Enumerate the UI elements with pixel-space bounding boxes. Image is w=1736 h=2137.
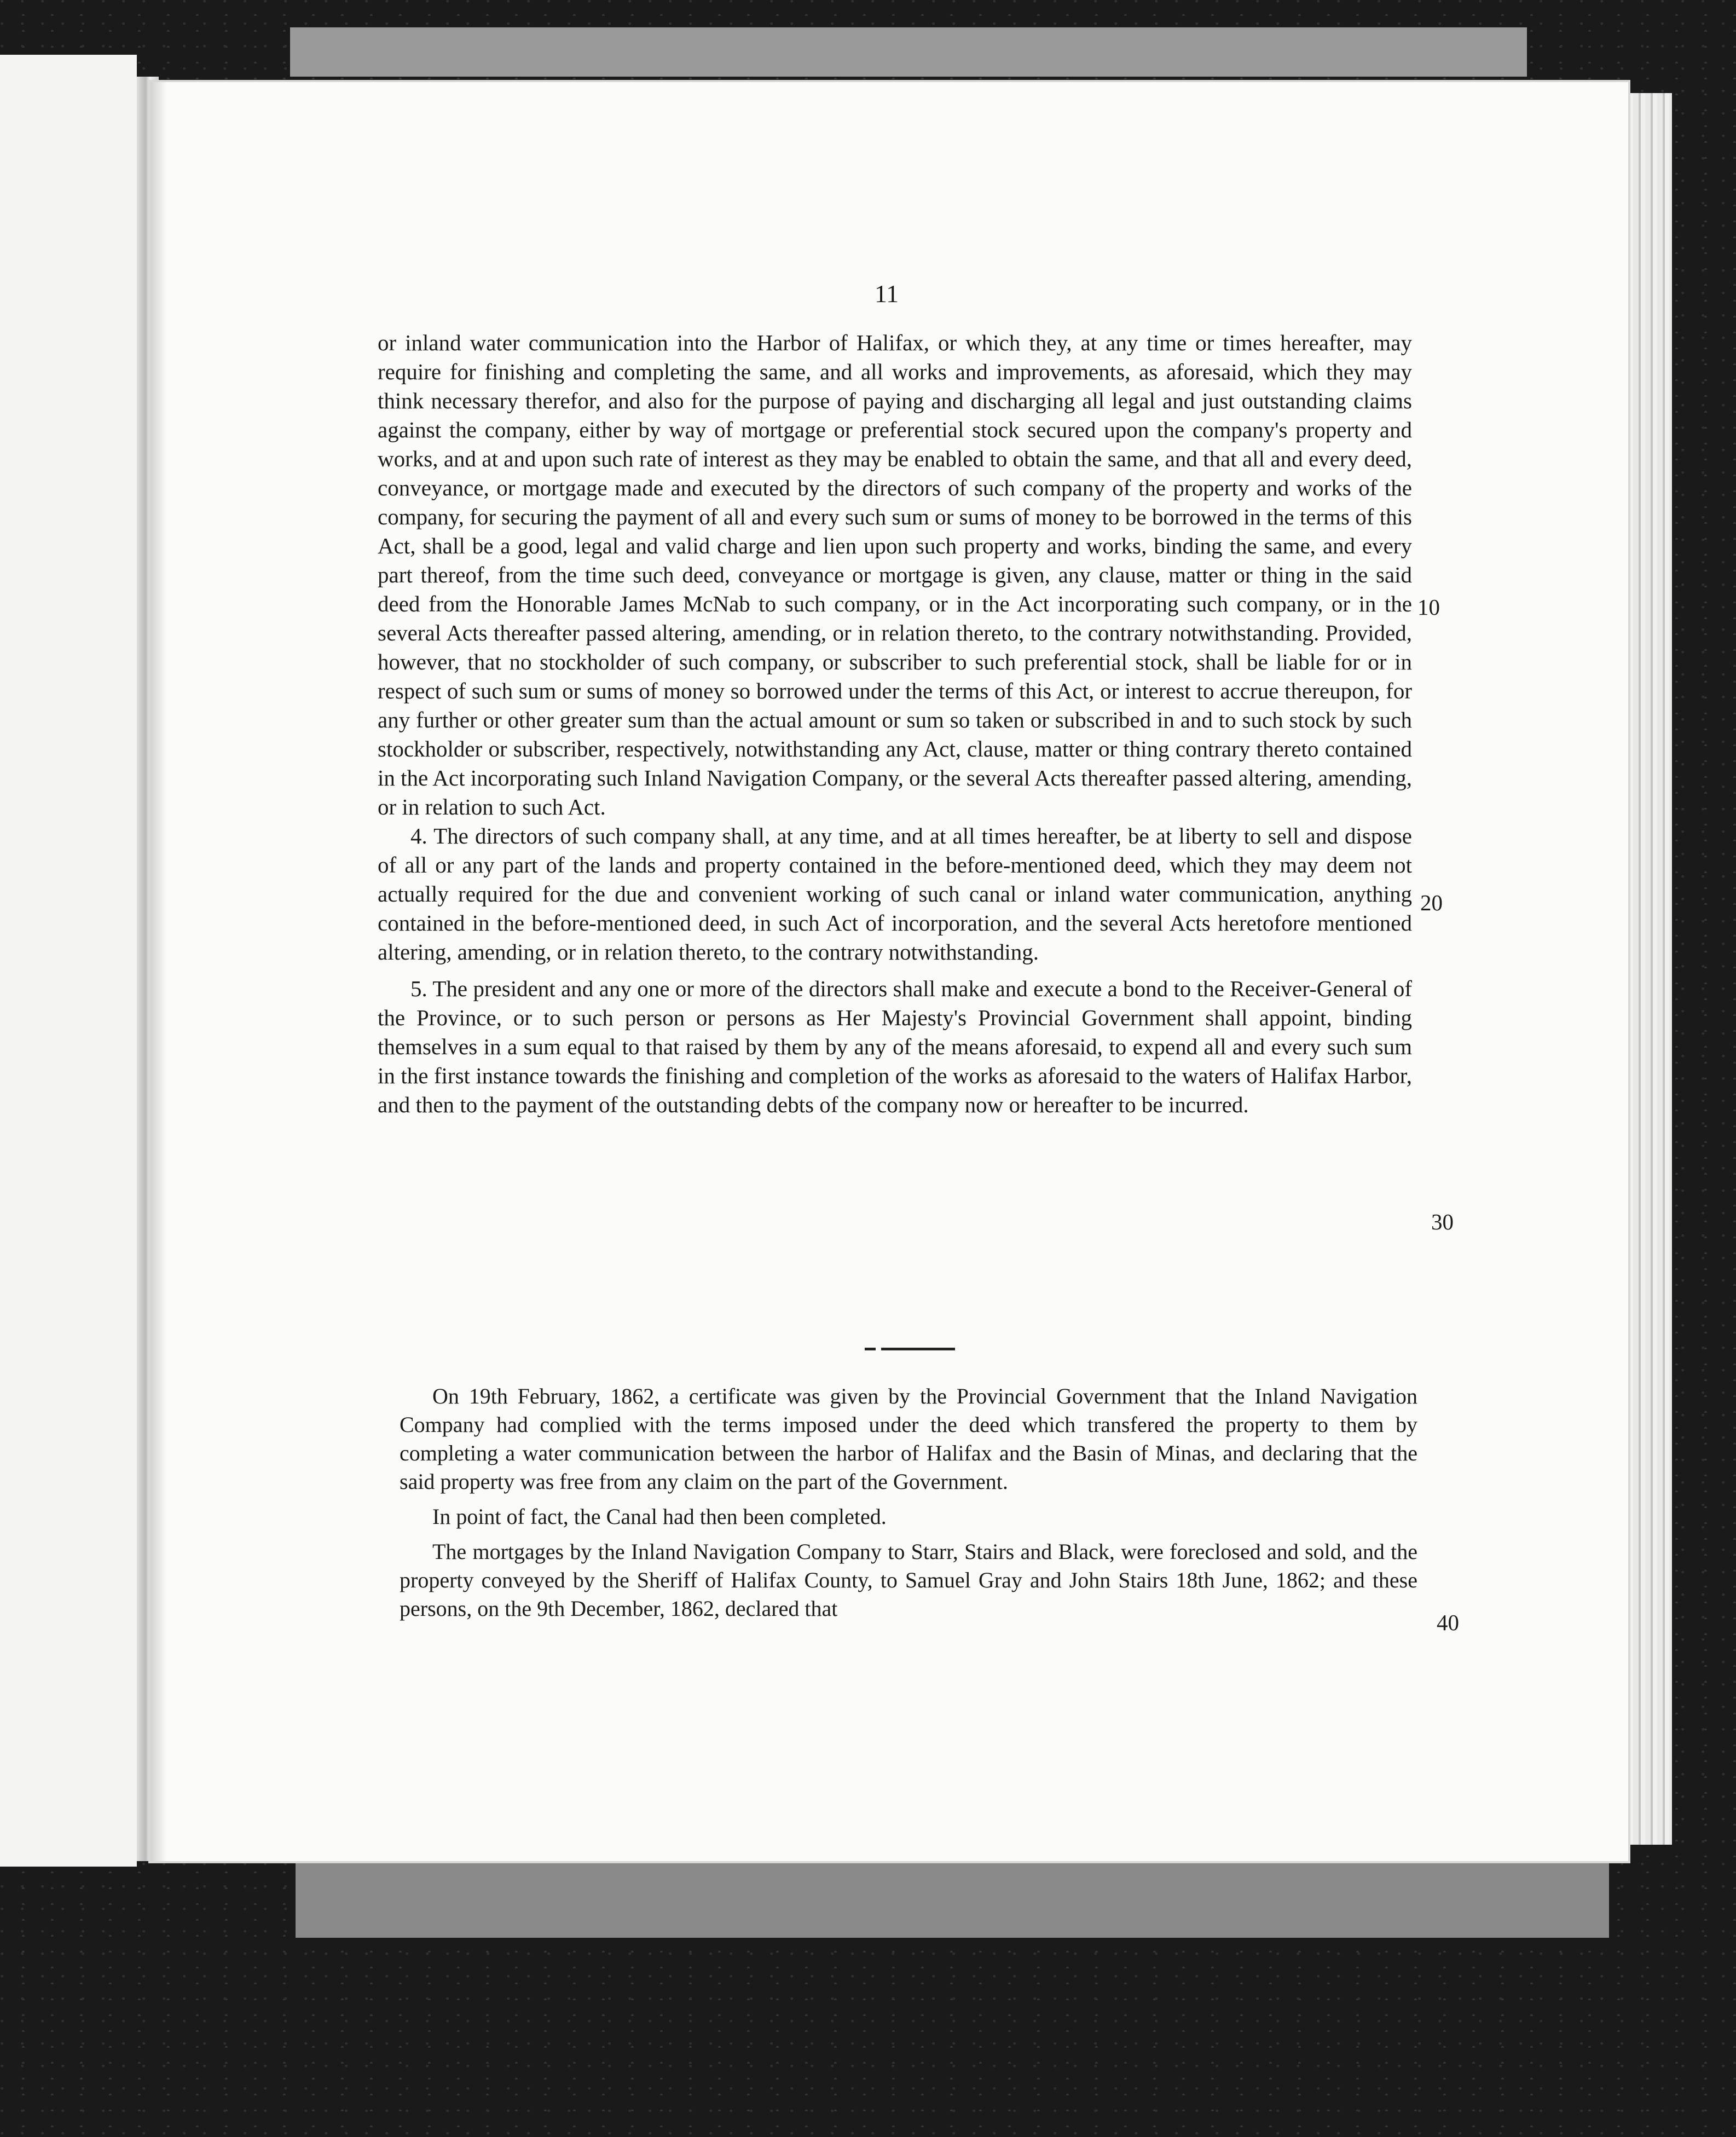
paragraph-4: 4. The directors of such company shall, at any time, and at all times hereafter, be at liberty to sell and dispose of all or any part of the lands and property contained in the before-mentioned deed, which they may deem not actually required for the due and convenient working of such canal or inland water communication, anything contained in the before-mentioned deed, in such Act of incorporation, and the several Acts heretofore mentioned altering, amending, or in relation thereto, to the contrary notwithstanding. xyxy=(378,823,1412,964)
canal-completed-paragraph: In point of fact, the Canal had then been completed. xyxy=(432,1504,887,1529)
line-number-30: 30 xyxy=(1431,1209,1454,1234)
scan-top-strip xyxy=(290,27,1527,77)
line-number-20: 20 xyxy=(1420,890,1443,915)
section-1 xyxy=(378,328,1412,1119)
facing-page xyxy=(0,55,137,1867)
paragraph-5: 5. The president and any one or more of the directors shall make and execute a bond to the Receiver-General of the Province, or to such person or persons as Her Majesty's Provincial Government shall appoint, binding themselves in a sum equal to that raised by them by any of the means aforesaid, to expend all and every such sum in the first instance towards the finishing and completion of the works as aforesaid to the waters of Halifax Harbor, and then to the payment of the outstanding debts of the company now or hereafter to be incurred. xyxy=(378,976,1412,1117)
line-number-40: 40 xyxy=(1437,1610,1459,1635)
gutter-shadow xyxy=(151,82,167,1861)
mortgages-paragraph: The mortgages by the Inland Navigation Company to Starr, Stairs and Black, were foreclosed and sold, and the property conveyed by the Sheriff of Halifax County, to Samuel Gray and John Stairs 18th June, 1862; and these persons, on the 9th December, 1862, declared that xyxy=(400,1539,1417,1621)
line-number-10: 10 xyxy=(1417,594,1440,620)
section-divider-gap xyxy=(876,1348,881,1350)
certificate-paragraph: On 19th February, 1862, a certificate was given by the Provincial Government that the Inland Navigation Company had complied with the terms imposed under the deed which transfered the property to them by completing a water communication between the harbor of Halifax and the Basin of Minas, and declaring that the said property was free from any claim on the part of the Government. xyxy=(400,1384,1417,1494)
continuation-paragraph: or inland water communication into the Harbor of Halifax, or which they, at any time or times hereafter, may require for finishing and completing the same, and all works and improvements, as aforesaid, which they may think necessary therefor, and also for the purpose of paying and discharging all legal and just outstanding claims against the company, either by way of mortgage or preferential stock secured upon the company's property and works, and at and upon such rate of interest as they may be enabled to obtain the same, and that all and every deed, conveyance, or mortgage made and executed by the directors of such company of the property and works of the company, for securing the payment of all and every such sum or sums of money to be borrowed in the terms of this Act, shall be a good, legal and valid charge and lien upon such property and works, binding the same, and every part thereof, from the time such deed, conveyance or mortgage is given, any clause, matter or thing in the said deed from the Honorable James McNab to such company, or in the Act incorporating such company, or in the several Acts thereafter passed altering, amending, or in relation thereto, to the contrary notwithstanding. Provided, however, that no stockholder of such company, or subscriber to such preferential stock, shall be liable for or in respect of such sum or sums of money so borrowed under the terms of this Act, or interest to accrue thereupon, for any further or other greater sum than the actual amount or sum so taken or subscribed in and to such stock by such stockholder or subscriber, respectively, notwithstanding any Act, clause, matter or thing contrary thereto contained in the Act incorporating such Inland Navigation Company, or the several Acts thereafter passed altering, amending, or in relation to such Act. xyxy=(378,330,1412,819)
section-2 xyxy=(400,1382,1417,1623)
scan-bottom-strip xyxy=(296,1856,1609,1938)
page-number: 11 xyxy=(874,280,899,308)
